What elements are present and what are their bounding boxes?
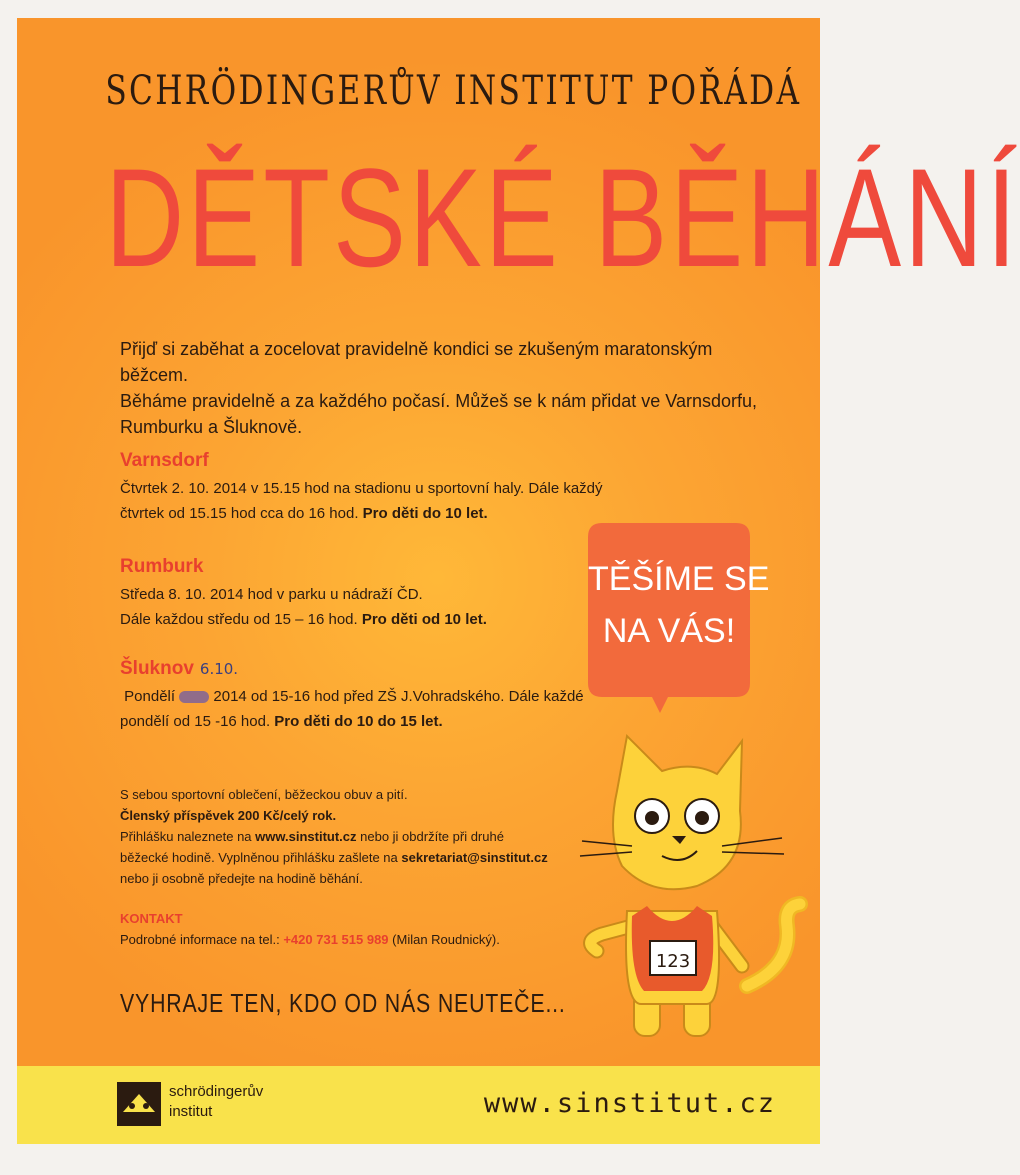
membership-fee: Členský příspěvek 200 Kč/celý rok. xyxy=(120,808,337,823)
phone-number[interactable]: +420 731 515 989 xyxy=(283,932,389,947)
location-line xyxy=(120,709,620,734)
cat-runner-illustration xyxy=(572,736,822,1046)
location-line xyxy=(120,684,620,709)
location-text: 2014 od 15-16 hod před ZŠ J.Vohradského. Dále každé xyxy=(213,688,584,705)
info-block xyxy=(120,784,600,889)
location-text: Pondělí xyxy=(124,688,176,705)
footer-bar xyxy=(17,1066,820,1144)
contact-text: Podrobné informace na tel.: xyxy=(120,932,280,947)
bib-number: 123 xyxy=(655,951,691,972)
info-line: nebo ji osobně předejte na hodině běhání. xyxy=(120,871,363,886)
contact-block xyxy=(120,911,640,947)
age-group: Pro děti od 10 let. xyxy=(361,611,487,628)
bubble-text xyxy=(588,553,770,657)
location-varnsdorf xyxy=(120,450,620,526)
institute-logo-text xyxy=(169,1082,263,1122)
website-link[interactable]: www.sinstitut.cz xyxy=(255,829,357,844)
age-group: Pro děti do 10 do 15 let. xyxy=(274,713,443,730)
bubble-line: TĚŠÍME SE xyxy=(588,560,770,598)
institute-logo-icon xyxy=(117,1082,161,1126)
location-heading xyxy=(120,658,620,680)
location-name: Rumburk xyxy=(120,556,204,577)
location-text: čtvrtek od 15.15 hod cca do 16 hod. xyxy=(120,505,359,522)
contact-heading: KONTAKT xyxy=(120,911,183,926)
info-line xyxy=(120,826,600,847)
intro-line: Rumburku a Šluknově. xyxy=(120,417,303,437)
organizer-kicker: SCHRÖDINGERŮV INSTITUT POŘÁDÁ xyxy=(105,68,802,114)
bubble-line: NA VÁS! xyxy=(602,612,736,650)
footer-url[interactable]: www.sinstitut.cz xyxy=(483,1088,776,1119)
email-link[interactable]: sekretariat@sinstitut.cz xyxy=(401,850,548,865)
info-line xyxy=(120,847,600,868)
poster-title: DĚTSKÉ BĚHÁNÍ xyxy=(105,139,1020,296)
location-name: Varnsdorf xyxy=(120,450,209,471)
intro-line: Běháme pravidelně a za každého počasí. Můžeš se k nám přidat ve Varnsdorfu, xyxy=(120,391,758,411)
location-text: pondělí od 15 -16 hod. xyxy=(120,713,271,730)
age-group: Pro děti do 10 let. xyxy=(362,505,488,522)
location-sluknov xyxy=(120,658,620,734)
location-line xyxy=(120,607,620,632)
intro-text xyxy=(120,336,780,440)
location-rumburk xyxy=(120,556,620,632)
contact-person: (Milan Roudnický). xyxy=(392,932,500,947)
logo-line: schrödingerův xyxy=(169,1083,264,1100)
location-line: Středa 8. 10. 2014 hod v parku u nádraží ČD. xyxy=(120,586,423,603)
location-line: Čtvrtek 2. 10. 2014 v 15.15 hod na stadionu u sportovní haly. Dále každý xyxy=(120,480,603,497)
handwritten-note: 6.10. xyxy=(199,660,239,678)
info-text: Přihlášku naleznete na xyxy=(120,829,252,844)
logo-line: institut xyxy=(169,1103,213,1120)
contact-line xyxy=(120,932,640,947)
location-text: Dále každou středu od 15 – 16 hod. xyxy=(120,611,358,628)
location-name: Šluknov xyxy=(120,658,194,679)
poster xyxy=(17,18,1020,1144)
info-text: nebo ji obdržíte při druhé xyxy=(360,829,504,844)
info-text: běžecké hodině. Vyplněnou přihlášku zašlete na xyxy=(120,850,398,865)
info-fee xyxy=(120,805,600,826)
intro-line: Přijď si zaběhat a zocelovat pravidelně kondici se zkušeným maratonským běžcem. xyxy=(120,339,713,385)
slogan: VYHRAJE TEN, KDO OD NÁS NEUTEČE... xyxy=(120,988,566,1018)
location-line xyxy=(120,501,620,526)
info-line: S sebou sportovní oblečení, běžeckou obuv a pití. xyxy=(120,787,408,802)
scribble-mark xyxy=(179,691,209,703)
